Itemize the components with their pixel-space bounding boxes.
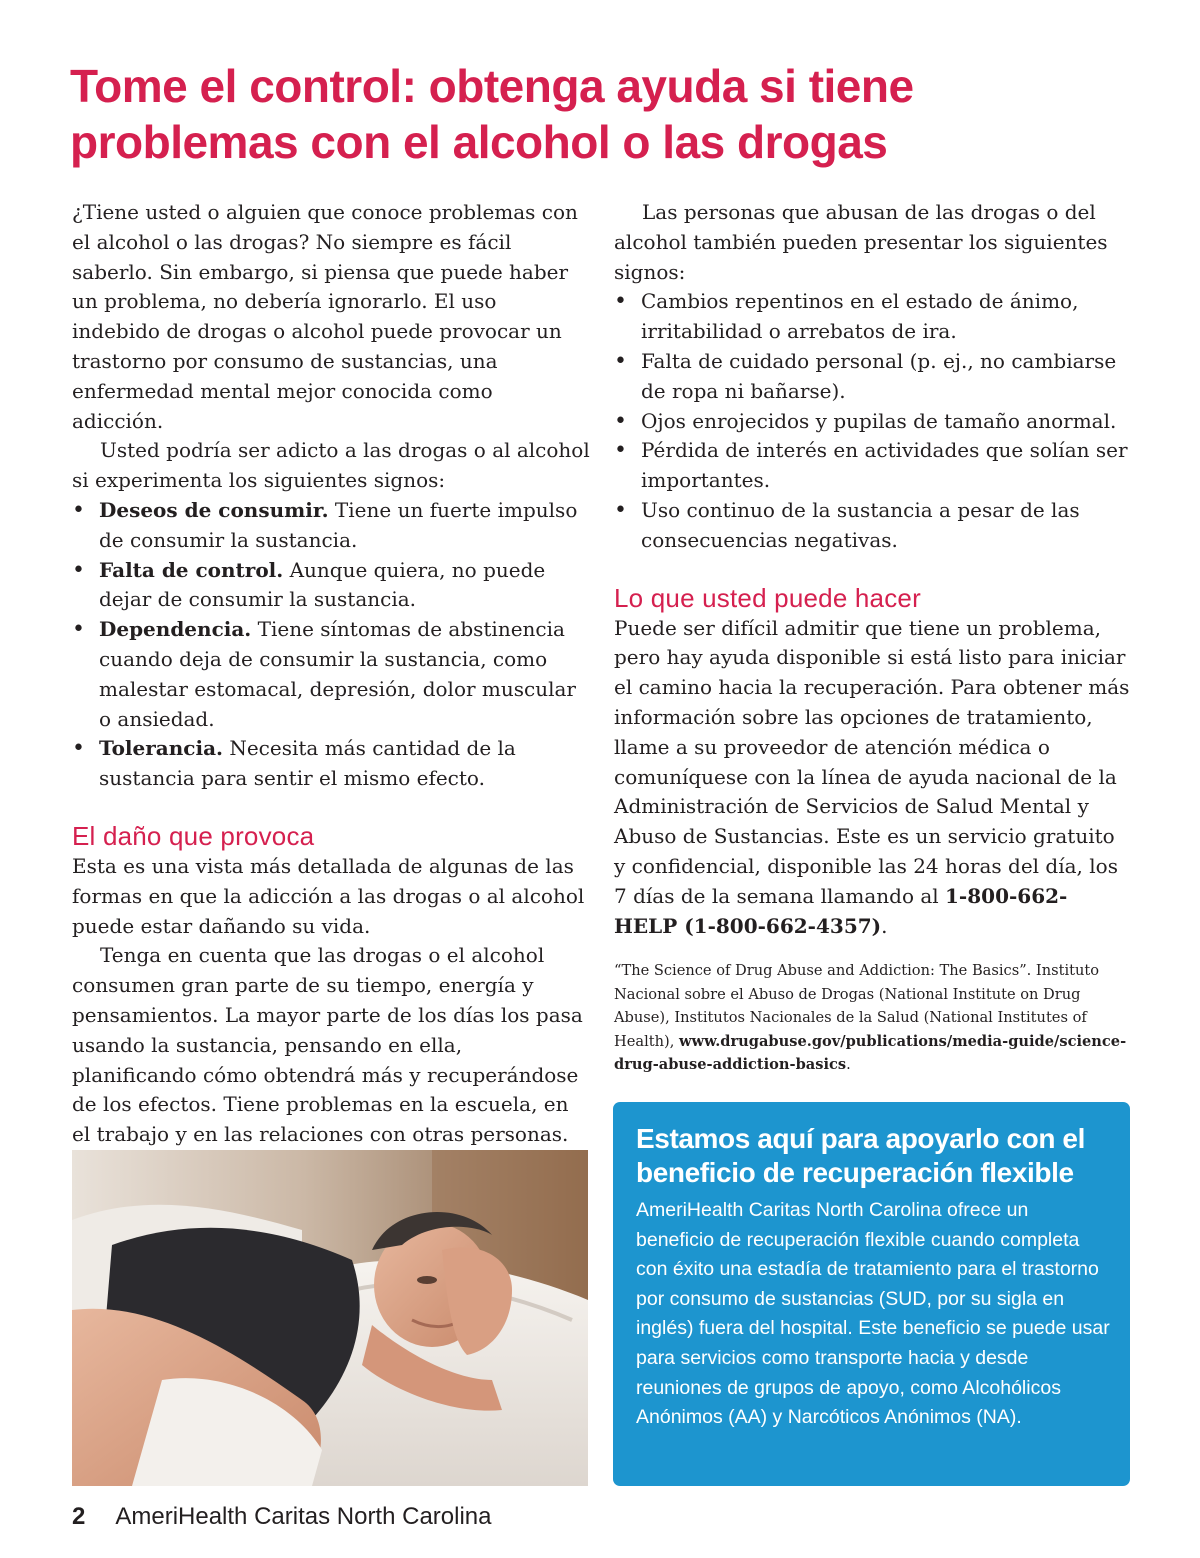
list-item: [72, 556, 590, 616]
reference-link[interactable]: www.drugabuse.gov/publications/media-guide/science-drug-abuse-addiction-basics: [614, 1032, 1127, 1074]
reference-citation: [614, 959, 1130, 1077]
intro-paragraph: ¿Tiene usted o alguien que conoce problemas con el alcohol o las drogas? No siempre es fácil saberlo. Sin embargo, si piensa que puede haber un problema, no debería ignorarlo. El uso indebido de drogas o alcohol puede provocar un trastorno por consumo de sustancias, una enfermedad mental mejor conocida como adicción.: [72, 200, 578, 433]
photo-man-in-bed: [72, 1150, 588, 1486]
other-signs-list: [614, 287, 1130, 555]
sign-term: Dependencia.: [99, 617, 252, 642]
signs-intro: Usted podría ser adicto a las drogas o al alcohol si experimenta los siguientes signos:: [72, 438, 590, 493]
action-text: Puede ser difícil admitir que tiene un problema, pero hay ayuda disponible si está listo para iniciar el camino hacia la recuperación. Para obtener más información sobre las opciones de tratamiento, llame a su proveedor de atención médica o comuníquese con la línea de ayuda nacional de la Administración de Servicios de Salud Mental y Abuso de Sustancias. Este es un servicio gratuito y confidencial, disponible las 24 horas del día, los 7 días de la semana llamando al: [614, 615, 1130, 908]
reference-text: “The Science of Drug Abuse and Addiction: The Basics”. Instituto Nacional sobre el Abuso de Drogas (National Institute on Drug Abuse), Institutos Nacionales de la Salud (National Institutes of Health),: [614, 962, 1100, 1050]
list-item: • Cambios repentinos en el estado de ánimo, irritabilidad o arrebatos de ira.: [614, 287, 1130, 347]
footer-org: AmeriHealth Caritas North Carolina: [115, 1503, 492, 1530]
left-column: [72, 198, 590, 1150]
list-item: [72, 615, 590, 734]
bed-photo-illustration: [72, 1150, 588, 1486]
callout-text: AmeriHealth Caritas North Carolina ofrece un beneficio de recuperación flexible cuando completa con éxito una estadía de tratamiento para el trastorno por consumo de sustancias (SUD, por su sigla en inglés) fuera del hospital. Este beneficio se puede usar para servicios como transporte hacia y desde reuniones de grupos de apoyo, como Alcohólicos Anónimos (AA) y Narcóticos Anónimos (NA).: [636, 1199, 1110, 1429]
sign-term: Deseos de consumir.: [99, 497, 329, 522]
sign-term: Falta de control.: [99, 557, 284, 582]
page-footer: [72, 1503, 492, 1531]
list-item: • Ojos enrojecidos y pupilas de tamaño anormal.: [614, 407, 1130, 437]
damage-paragraph-1: Esta es una vista más detallada de algunas de las formas en que la adicción a las drogas o al alcohol puede estar dañando su vida.: [72, 853, 585, 938]
list-item: [72, 734, 590, 794]
other-signs-intro: Las personas que abusan de las drogas o del alcohol también pueden presentar los siguientes signos:: [614, 200, 1108, 284]
list-item: • Pérdida de interés en actividades que solían ser importantes.: [614, 436, 1130, 496]
list-item: • Uso continuo de la sustancia a pesar de las consecuencias negativas.: [614, 496, 1130, 556]
sign-text: Tiene un fuerte impulso de consumir la sustancia.: [99, 497, 578, 552]
reference-end: .: [846, 1056, 851, 1074]
list-item: • Falta de cuidado personal (p. ej., no cambiarse de ropa ni bañarse).: [614, 347, 1130, 407]
action-end: .: [881, 913, 888, 938]
right-column: [614, 198, 1130, 1077]
flexible-recovery-callout: [613, 1102, 1130, 1486]
sign-text: Tiene síntomas de abstinencia cuando deja de consumir la sustancia, como malestar estomacal, depresión, dolor muscular o ansiedad.: [99, 617, 576, 731]
page-title: Tome el control: obtenga ayuda si tiene problemas con el alcohol o las drogas: [70, 60, 914, 168]
callout-heading: Estamos aquí para apoyarlo con el beneficio de recuperación flexible: [636, 1123, 1085, 1188]
damage-paragraph-2: Tenga en cuenta que las drogas o el alcohol consumen gran parte de su tiempo, energía y pensamientos. La mayor parte de los días los pasa usando la sustancia, pensando en ella, planificando cómo obtendrá más y recuperándose de los efectos. Tiene problemas en la escuela, en el trabajo y en las relaciones con otras personas.: [72, 943, 583, 1147]
page-number: 2: [72, 1503, 86, 1530]
action-paragraph: [614, 614, 1130, 942]
action-heading: Lo que usted puede hacer: [614, 582, 921, 613]
sign-text: Aunque quiera, no puede dejar de consumir la sustancia.: [99, 557, 546, 612]
sign-text: Necesita más cantidad de la sustancia para sentir el mismo efecto.: [99, 736, 516, 791]
helpline-number[interactable]: 1-800-662-HELP (1-800-662-4357): [614, 883, 1068, 938]
sign-term: Tolerancia.: [99, 736, 223, 761]
list-item: [72, 496, 590, 556]
signs-list: [72, 496, 590, 794]
damage-heading: El daño que provoca: [72, 820, 315, 851]
